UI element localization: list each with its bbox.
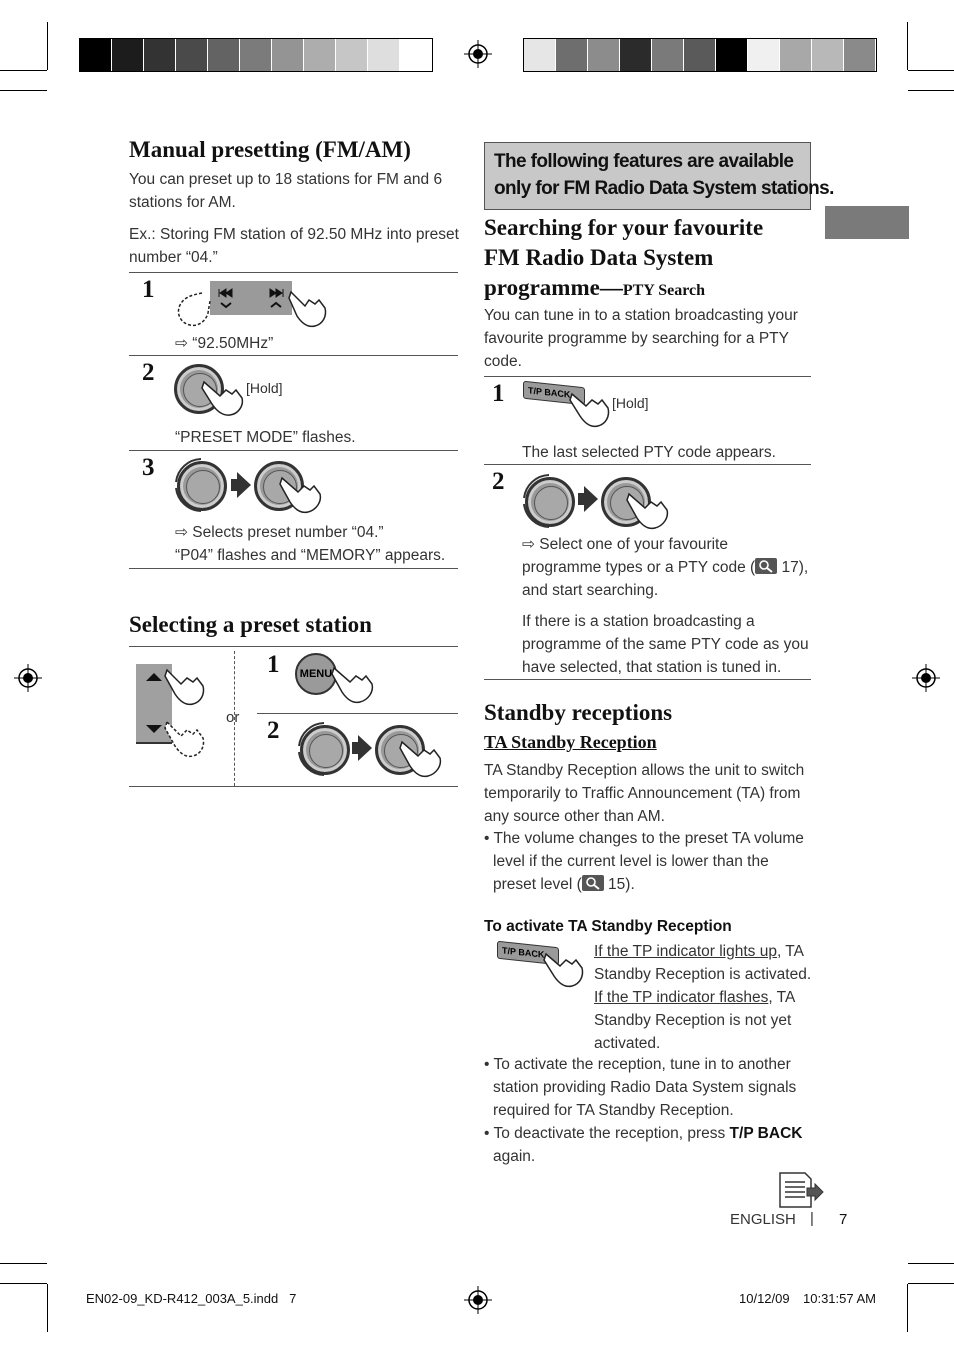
magnifier-icon [582, 875, 604, 891]
registration-mark-icon [464, 1286, 492, 1314]
hand-pointer-icon [163, 666, 207, 708]
color-swatch [748, 39, 780, 71]
hold-label: [Hold] [612, 395, 649, 411]
control-dial-rotate[interactable] [300, 725, 350, 775]
hand-pointer-icon [398, 738, 444, 780]
color-swatch [336, 39, 368, 71]
menu-button[interactable]: MENU [295, 653, 337, 695]
selecting-preset-title: Selecting a preset station [129, 612, 372, 637]
color-swatch [144, 39, 176, 71]
manual-intro: You can preset up to 18 stations for FM and 6 stations for AM. [129, 171, 443, 211]
color-swatch [80, 39, 112, 71]
color-swatch [620, 39, 652, 71]
hold-label: [Hold] [246, 380, 283, 396]
seek-back-icon [216, 287, 236, 309]
ta-bullet-activate: • To activate the reception, tune in to another station providing Radio Data System signals required for TA Standby Reception. [484, 1056, 797, 1119]
notice-text: The following features are available only for FM Radio Data System stations. [494, 151, 834, 199]
manual-presetting-title: Manual presetting (FM/AM) [129, 137, 411, 162]
footer-language: ENGLISH [730, 1211, 796, 1228]
manual-example: Ex.: Storing FM station of 92.50 MHz into preset number “04.” [129, 226, 459, 266]
registration-mark-icon [14, 664, 42, 692]
hand-pointer-icon [568, 390, 612, 430]
arrow-right-icon [358, 735, 372, 761]
arrow-right-icon [237, 472, 251, 498]
ta-bullet-volume: • The volume changes to the preset TA volume level if the current level is lower than the preset level ( 15). [484, 830, 804, 893]
page-number: 7 [839, 1211, 848, 1228]
color-swatch [684, 39, 716, 71]
footer-date: 10/12/09 [739, 1291, 790, 1306]
color-bar-right [523, 38, 877, 72]
pty-step2-note: ⇨ Select one of your favourite programme types or a PTY code ( 17), and start searching. [522, 536, 809, 599]
step1-note: ⇨ “92.50MHz” [175, 335, 274, 352]
down-arrow-icon [145, 724, 163, 734]
seek-buttons[interactable] [210, 281, 292, 315]
registration-mark-icon [464, 40, 492, 68]
color-swatch [716, 39, 748, 71]
color-swatch [556, 39, 588, 71]
color-swatch [176, 39, 208, 71]
seek-forward-icon [266, 287, 286, 309]
registration-mark-icon [912, 664, 940, 692]
pty-step2-desc: If there is a station broadcasting a programme of the same PTY code as you have selected, that station is tuned in. [522, 613, 809, 676]
tp-indicator-desc: If the TP indicator lights up, TA Standby Reception is activated. If the TP indicator flashes, TA Standby Reception is not yet activated. [594, 943, 812, 1052]
pty-intro: You can tune in to a station broadcasting your favourite programme by searching for a PTY code. [484, 307, 798, 370]
standby-title: Standby receptions [484, 700, 673, 725]
ta-standby-desc: TA Standby Reception allows the unit to switch temporarily to Traffic Announcement (TA) from any source other than AM. [484, 762, 805, 825]
hand-pointer-icon [330, 664, 376, 706]
step-number: 2 [267, 717, 280, 744]
section-tab [825, 206, 909, 239]
up-arrow-icon [145, 672, 163, 682]
hand-pointer-icon [285, 288, 329, 330]
hand-pointer-icon [278, 474, 324, 516]
color-swatch [304, 39, 336, 71]
step-number: 3 [142, 454, 155, 481]
step3-note: ⇨ Selects preset number “04.” “P04” flashes and “MEMORY” appears. [175, 524, 446, 564]
hand-pointer-icon [200, 378, 246, 418]
color-swatch [272, 39, 304, 71]
step-number: 1 [492, 380, 505, 407]
color-swatch [588, 39, 620, 71]
color-swatch [780, 39, 812, 71]
activate-title: To activate TA Standby Reception [484, 918, 732, 935]
color-swatch [112, 39, 144, 71]
footer-separator: | [810, 1210, 814, 1227]
step2-note: “PRESET MODE” flashes. [175, 429, 356, 446]
or-label: or [226, 709, 240, 726]
control-dial-rotate[interactable] [525, 477, 575, 527]
color-swatch [368, 39, 400, 71]
hand-dashed-icon [163, 718, 207, 760]
pty-search-title: Searching for your favourite FM Radio Data System programme—PTY Search [484, 215, 764, 300]
document-continue-icon [777, 1170, 825, 1210]
footer-filename: EN02-09_KD-R412_003A_5.indd 7 [86, 1291, 297, 1306]
rotate-arrows-icon [172, 456, 230, 514]
hand-pointer-icon [625, 490, 671, 532]
step-number: 2 [492, 468, 505, 495]
arrow-right-icon [584, 486, 598, 512]
color-swatch [240, 39, 272, 71]
color-swatch [652, 39, 684, 71]
footer-time: 10:31:57 AM [803, 1291, 876, 1306]
color-bar-left [79, 38, 433, 72]
color-swatch [524, 39, 556, 71]
ta-bullet-deactivate: • To deactivate the reception, press T/P BACK again. [484, 1125, 803, 1165]
dashed-divider [234, 651, 235, 786]
pty-step1-note: The last selected PTY code appears. [522, 444, 776, 461]
step-number: 1 [142, 276, 155, 303]
step-number: 1 [267, 651, 280, 678]
hand-pointer-icon [542, 950, 586, 990]
hand-dashed-icon [172, 287, 214, 329]
step-number: 2 [142, 359, 155, 386]
magnifier-icon [755, 558, 777, 574]
ta-standby-subtitle: TA Standby Reception [484, 732, 657, 752]
tp-back-button[interactable]: T/P BACK [497, 941, 559, 966]
color-swatch [400, 39, 432, 71]
color-swatch [208, 39, 240, 71]
color-swatch [812, 39, 844, 71]
tp-back-button[interactable]: T/P BACK [523, 381, 585, 406]
color-swatch [844, 39, 876, 71]
